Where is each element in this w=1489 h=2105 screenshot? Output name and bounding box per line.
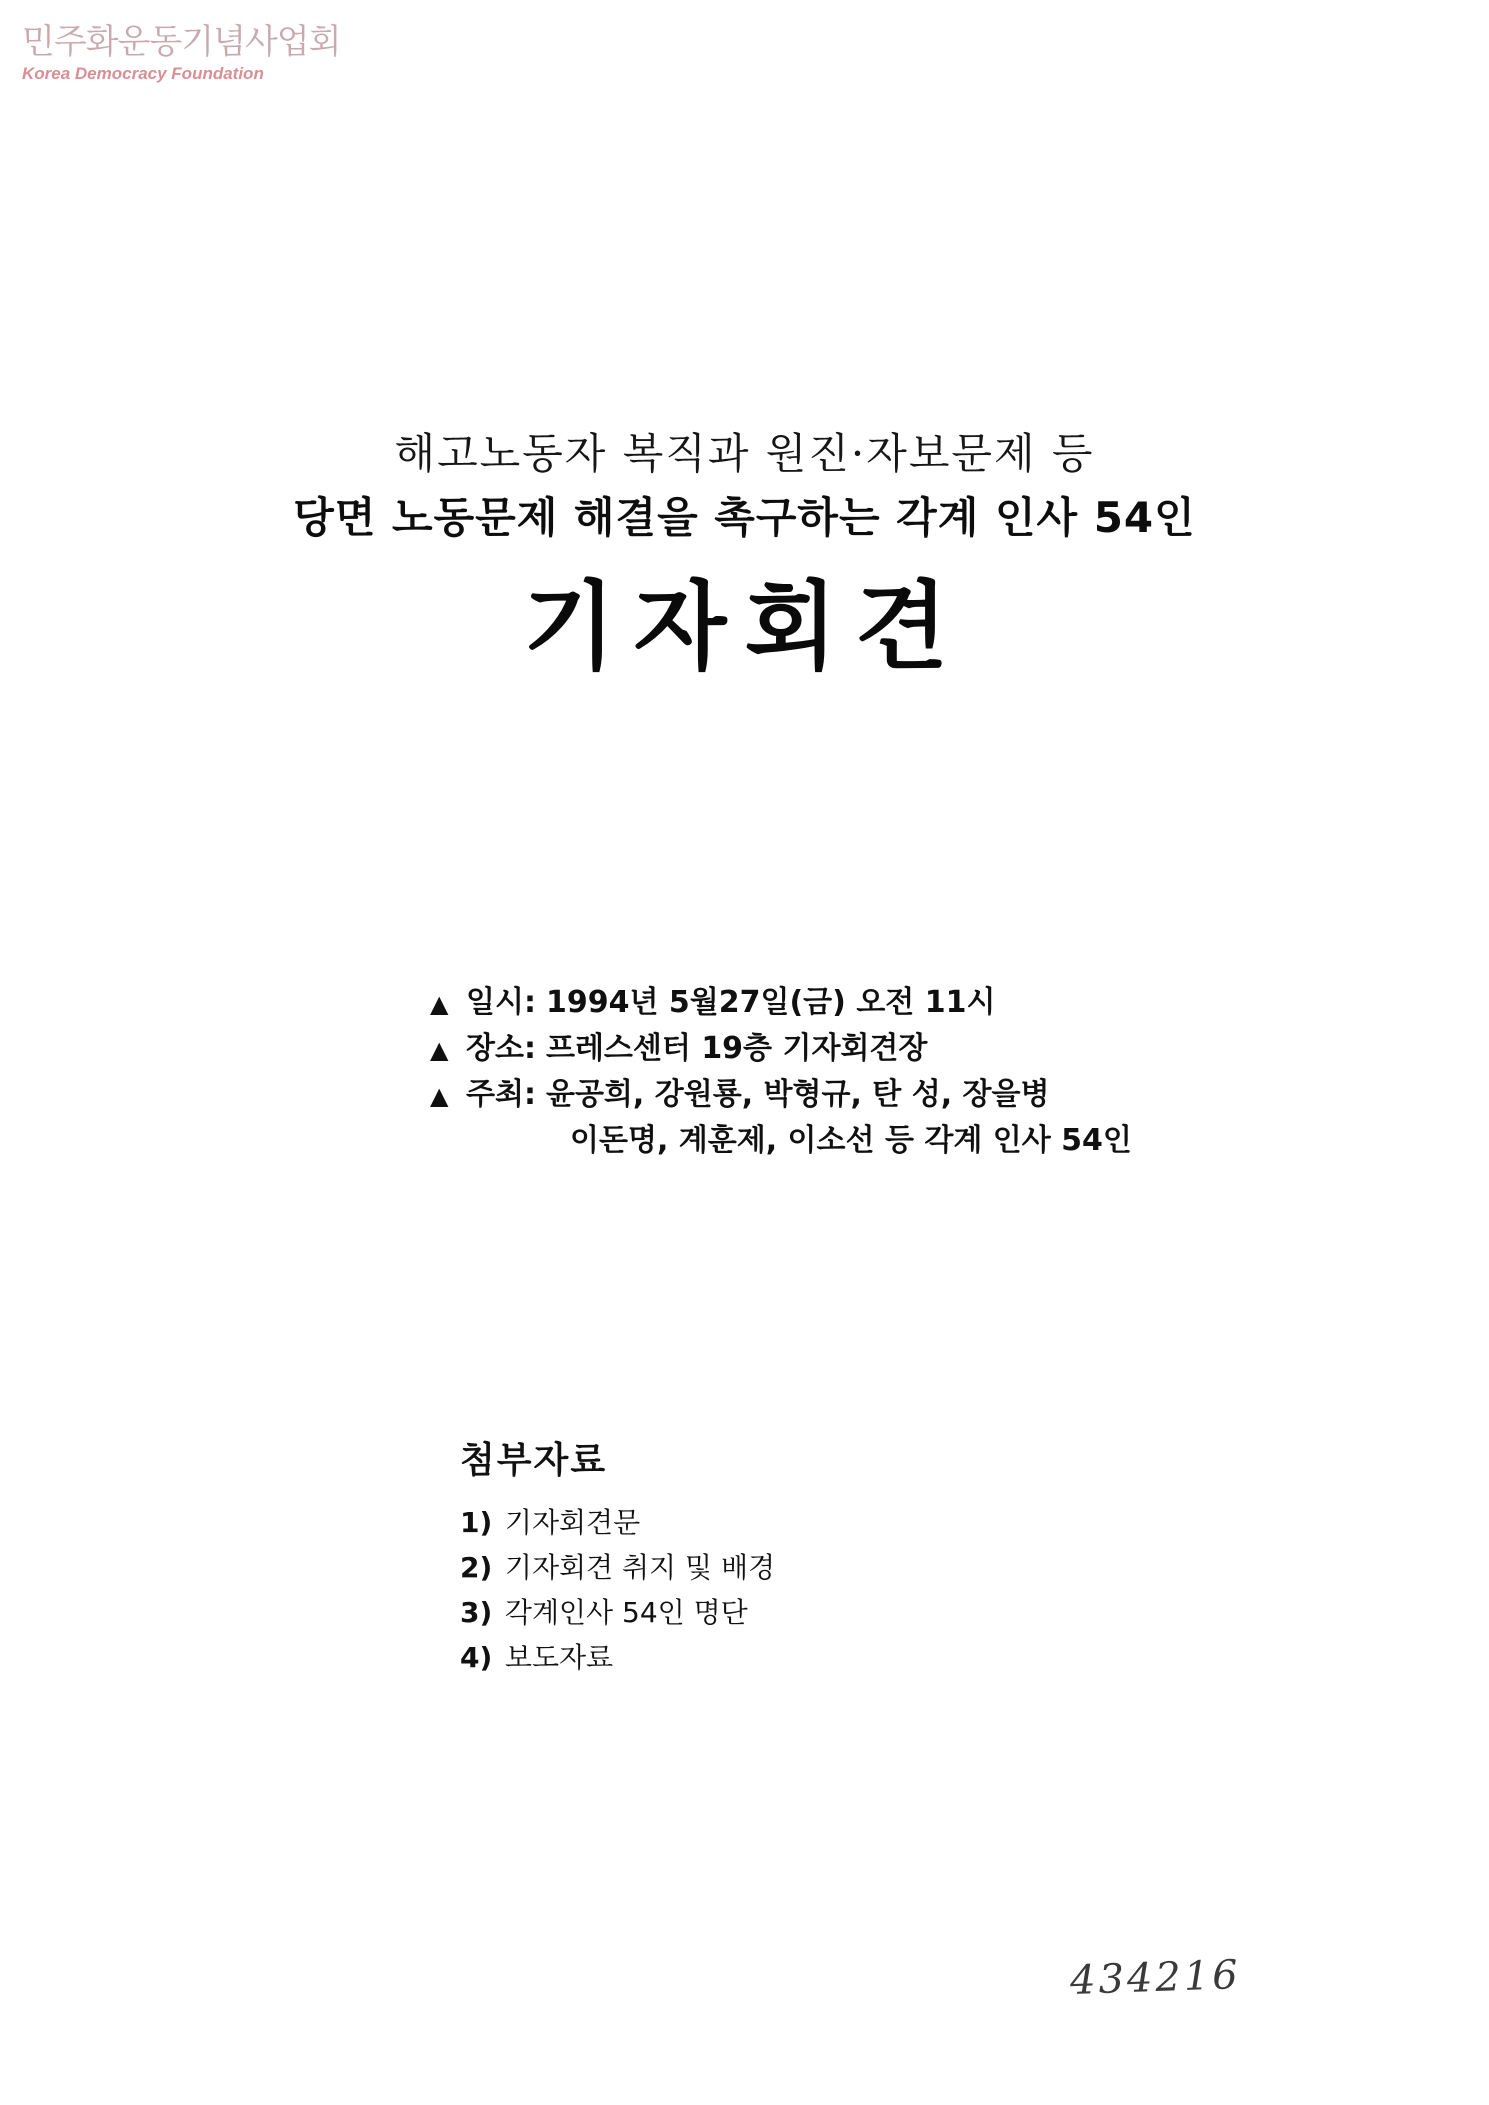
watermark-korean: 민주화운동기념사업회 (22, 22, 341, 62)
info-value: 윤공희, 강원룡, 박형규, 탄 성, 장을병 (545, 1077, 1050, 1112)
handwritten-document-number: 434216 (1069, 1952, 1242, 2004)
attachment-label: 기자회견문 (504, 1506, 641, 1539)
attachment-label: 기자회견 취지 및 배경 (504, 1551, 776, 1584)
attachment-label: 각계인사 54인 명단 (504, 1596, 748, 1629)
info-value: 프레스센터 19층 기자회견장 (545, 1031, 928, 1066)
attachment-number: 4) (460, 1641, 493, 1674)
event-info (430, 980, 1132, 1164)
info-value: 1994년 5월27일(금) 오전 11시 (545, 985, 996, 1020)
triangle-marker-icon: ▲ (430, 1082, 449, 1110)
attachment-item (460, 1545, 775, 1590)
subtitle-line-1: 해고노동자 복직과 원진·자보문제 등 (394, 429, 1095, 478)
page-title: 기자회견 (523, 571, 966, 683)
watermark-logo (22, 22, 340, 84)
attachment-label: 보도자료 (504, 1641, 614, 1674)
attachment-item (460, 1500, 775, 1545)
triangle-marker-icon: ▲ (430, 990, 449, 1018)
attachments-section (460, 1436, 775, 1680)
info-label: 장소: (466, 1031, 536, 1066)
info-label: 주최: (466, 1077, 536, 1112)
info-row-host (430, 1072, 1132, 1118)
triangle-marker-icon: ▲ (430, 1036, 449, 1064)
attachment-number: 3) (460, 1596, 493, 1629)
attachments-heading: 첨부자료 (460, 1440, 608, 1481)
info-row-date (430, 980, 1132, 1026)
info-host-continuation: 이돈명, 계훈제, 이소선 등 각계 인사 54인 (570, 1123, 1132, 1158)
attachment-number: 2) (460, 1551, 493, 1584)
info-row-place (430, 1026, 1132, 1072)
watermark-english: Korea Democracy Foundation (22, 64, 264, 83)
attachment-item (460, 1635, 775, 1680)
info-label: 일시: (466, 985, 536, 1020)
subtitle-line-2: 당면 노동문제 해결을 촉구하는 각계 인사 54인 (293, 493, 1196, 542)
attachment-item (460, 1590, 775, 1635)
attachment-number: 1) (460, 1506, 493, 1539)
